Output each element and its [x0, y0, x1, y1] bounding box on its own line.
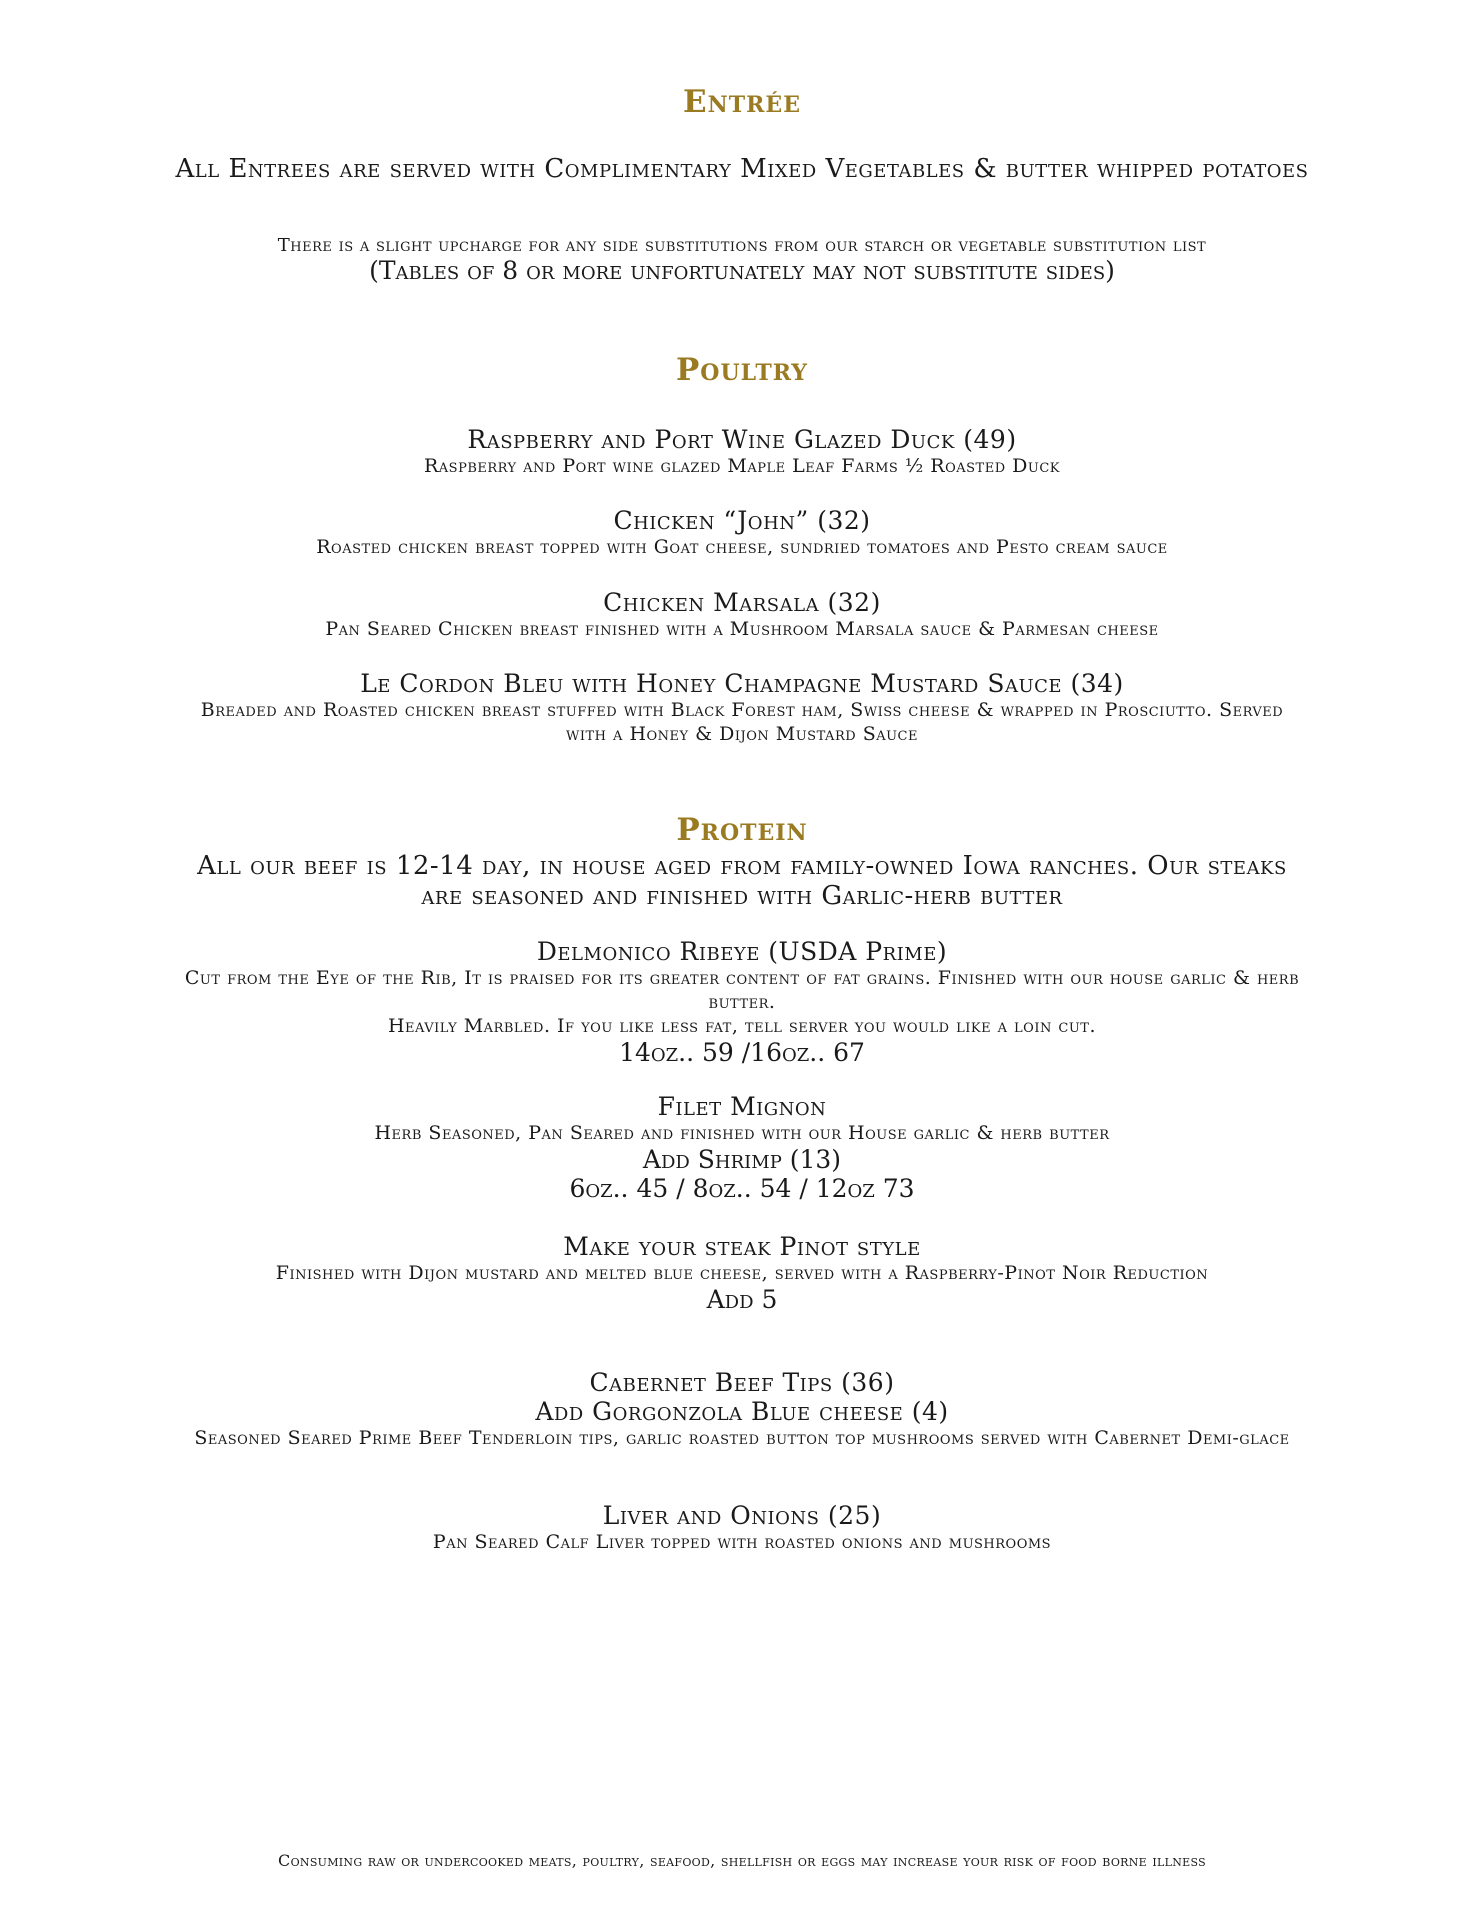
protein-intro: All our beef is 12-14 day, in house aged from family-owned Iowa ranches. Our steaks are seasoned and finished with Garlic-herb butter — [197, 851, 1287, 911]
protein-title: Protein — [676, 812, 808, 848]
item-price: 14oz.. 59 /16oz.. 67 — [619, 1038, 865, 1067]
item-name: Raspberry and Port Wine Glazed Duck (49) — [467, 425, 1017, 454]
item-desc: Herb Seasoned, Pan Seared and finished with our House garlic & herb butter — [374, 1122, 1110, 1144]
item-desc: Breaded and Roasted chicken breast stuffed with Black Forest ham, Swiss cheese & wrapped in Prosciutto. Served with a Honey & Dijon Mustard Sauce — [200, 699, 1284, 745]
poultry-item-chicken-john — [100, 506, 1384, 559]
item-desc: Cut from the Eye of the Rib, It is praised for its greater content of fat grains. Finished with our house garlic & herb butter. — [184, 967, 1300, 1013]
poultry-item-duck — [100, 425, 1384, 478]
protein-item-filet — [100, 1092, 1384, 1203]
item-addon: Add Shrimp (13) — [642, 1145, 842, 1174]
poultry-item-cordon-bleu — [190, 669, 1294, 746]
item-desc: Pan Seared Chicken breast finished with a Mushroom Marsala sauce & Parmesan cheese — [325, 618, 1159, 640]
item-price: 6oz.. 45 / 8oz.. 54 / 12oz 73 — [569, 1174, 915, 1203]
item-desc: Raspberry and Port wine glazed Maple Leaf Farms ½ Roasted Duck — [423, 455, 1061, 477]
item-name: Delmonico Ribeye (USDA Prime) — [536, 937, 948, 966]
entree-title: Entrée — [683, 84, 801, 120]
poultry-title: Poultry — [675, 352, 809, 388]
protein-item-delmonico — [100, 937, 1384, 1067]
entree-served-with: All Entrees are served with Complimentary Mixed Vegetables & butter whipped potatoes — [175, 154, 1309, 184]
item-desc: Roasted chicken breast topped with Goat cheese, sundried tomatoes and Pesto cream sauce — [316, 536, 1168, 558]
item-name: Filet Mignon — [657, 1092, 827, 1121]
item-price: Add 5 — [706, 1285, 778, 1314]
protein-item-pinot — [200, 1232, 1284, 1314]
protein-item-cabernet — [180, 1368, 1304, 1450]
item-addon: Add Gorgonzola Blue cheese (4) — [535, 1397, 949, 1426]
entree-tables-note: (Tables of 8 or more unfortunately may not substitute sides) — [369, 256, 1115, 285]
item-name: Liver and Onions (25) — [602, 1501, 882, 1530]
item-desc: Finished with Dijon mustard and melted blue cheese, served with a Raspberry-Pinot Noir Reduction — [275, 1262, 1209, 1284]
item-name: Cabernet Beef Tips (36) — [589, 1368, 895, 1397]
item-name: Chicken Marsala (32) — [603, 588, 881, 617]
entree-upcharge-note: There is a slight upcharge for any side substitutions from our starch or vegetable substitution list — [277, 235, 1207, 256]
protein-item-liver — [100, 1501, 1384, 1554]
item-desc-extra: Heavily Marbled. If you like less fat, tell server you would like a loin cut. — [387, 1015, 1096, 1037]
item-desc: Seasoned Seared Prime Beef Tenderloin tips, garlic roasted button top mushrooms served with Cabernet Demi-glace — [194, 1427, 1290, 1449]
item-name: Chicken “John” (32) — [613, 506, 871, 535]
item-name: Le Cordon Bleu with Honey Champagne Mustard Sauce (34) — [360, 669, 1124, 698]
food-safety-warning: Consuming raw or undercooked meats, poultry, seafood, shellfish or eggs may increase your risk of food borne illness — [278, 1851, 1206, 1870]
poultry-item-chicken-marsala — [100, 588, 1384, 641]
item-desc: Pan Seared Calf Liver topped with roasted onions and mushrooms — [432, 1531, 1052, 1553]
item-name: Make your steak Pinot style — [563, 1232, 921, 1261]
